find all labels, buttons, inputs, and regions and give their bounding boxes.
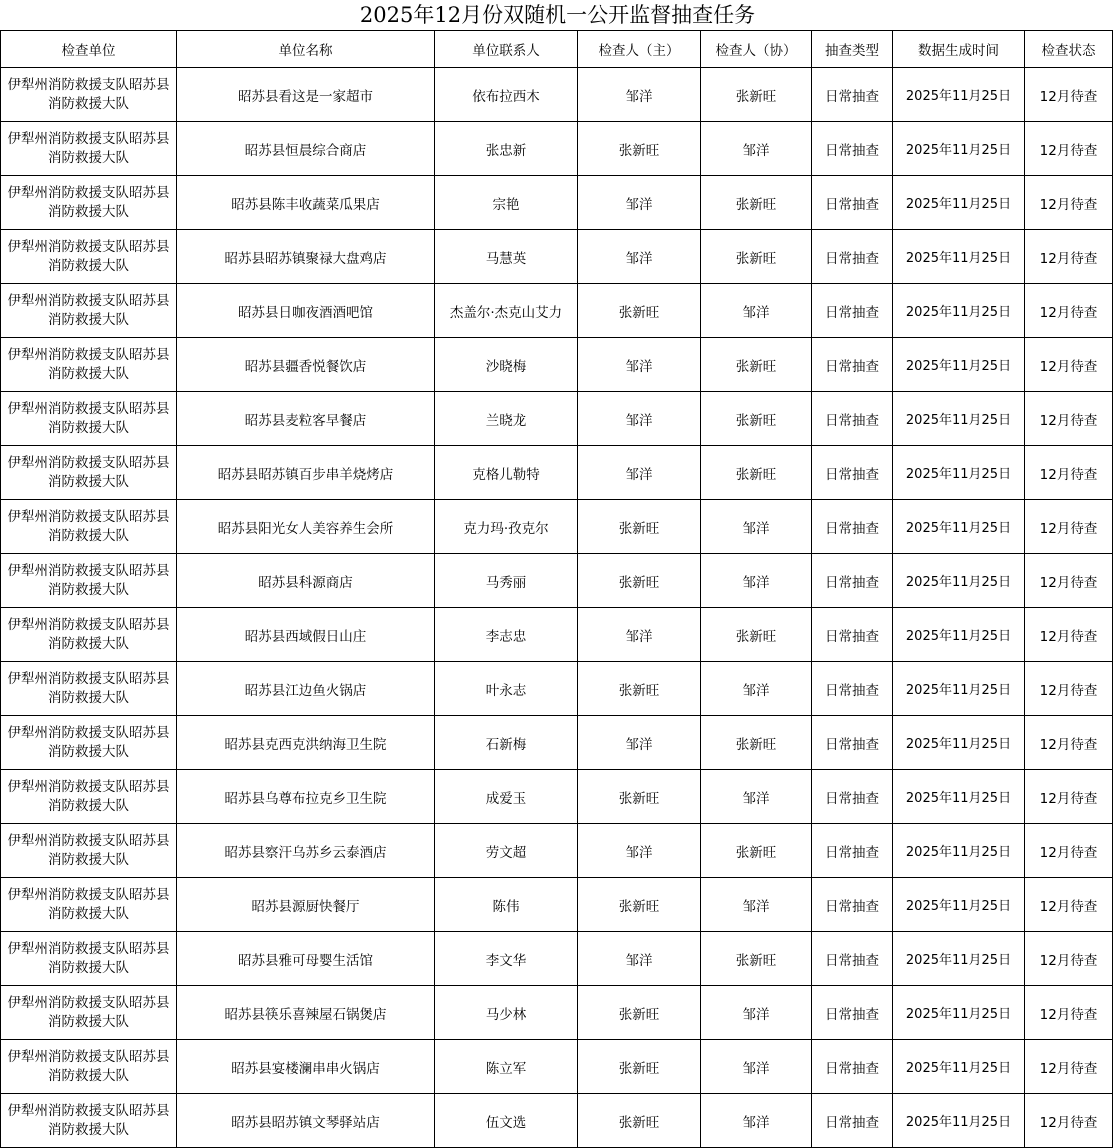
cell-inspection-unit: 伊犁州消防救援支队昭苏县消防救援大队 bbox=[1, 68, 177, 122]
cell-assistant-inspector: 张新旺 bbox=[701, 716, 812, 770]
cell-status: 12月待查 bbox=[1025, 770, 1113, 824]
cell-contact: 伍文选 bbox=[435, 1094, 578, 1148]
cell-inspection-type: 日常抽查 bbox=[812, 122, 893, 176]
column-header-data-date: 数据生成时间 bbox=[893, 31, 1025, 68]
table-row bbox=[1, 122, 1113, 176]
cell-assistant-inspector: 邹洋 bbox=[701, 554, 812, 608]
cell-status: 12月待查 bbox=[1025, 122, 1113, 176]
cell-data-date: 2025年11月25日 bbox=[893, 122, 1025, 176]
column-header-contact: 单位联系人 bbox=[435, 31, 578, 68]
cell-unit-name: 昭苏县乌尊布拉克乡卫生院 bbox=[177, 770, 435, 824]
inspection-task-table bbox=[0, 30, 1113, 1148]
cell-contact: 劳文超 bbox=[435, 824, 578, 878]
table-row bbox=[1, 338, 1113, 392]
cell-contact: 马少林 bbox=[435, 986, 578, 1040]
cell-inspection-type: 日常抽查 bbox=[812, 230, 893, 284]
cell-data-date: 2025年11月25日 bbox=[893, 446, 1025, 500]
cell-inspection-unit: 伊犁州消防救援支队昭苏县消防救援大队 bbox=[1, 770, 177, 824]
cell-data-date: 2025年11月25日 bbox=[893, 284, 1025, 338]
cell-inspection-unit: 伊犁州消防救援支队昭苏县消防救援大队 bbox=[1, 662, 177, 716]
cell-contact: 石新梅 bbox=[435, 716, 578, 770]
cell-status: 12月待查 bbox=[1025, 1040, 1113, 1094]
cell-contact: 兰晓龙 bbox=[435, 392, 578, 446]
table-row bbox=[1, 662, 1113, 716]
cell-data-date: 2025年11月25日 bbox=[893, 878, 1025, 932]
cell-main-inspector: 邹洋 bbox=[578, 608, 701, 662]
cell-data-date: 2025年11月25日 bbox=[893, 554, 1025, 608]
cell-inspection-unit: 伊犁州消防救援支队昭苏县消防救援大队 bbox=[1, 446, 177, 500]
table-row bbox=[1, 770, 1113, 824]
cell-main-inspector: 张新旺 bbox=[578, 500, 701, 554]
cell-unit-name: 昭苏县阳光女人美容养生会所 bbox=[177, 500, 435, 554]
table-row bbox=[1, 284, 1113, 338]
cell-status: 12月待查 bbox=[1025, 932, 1113, 986]
cell-main-inspector: 张新旺 bbox=[578, 662, 701, 716]
table-row bbox=[1, 392, 1113, 446]
cell-contact: 沙晓梅 bbox=[435, 338, 578, 392]
cell-assistant-inspector: 邹洋 bbox=[701, 284, 812, 338]
cell-inspection-type: 日常抽查 bbox=[812, 824, 893, 878]
cell-inspection-unit: 伊犁州消防救援支队昭苏县消防救援大队 bbox=[1, 608, 177, 662]
column-header-assistant-inspector: 检查人（协） bbox=[701, 31, 812, 68]
cell-status: 12月待查 bbox=[1025, 500, 1113, 554]
cell-contact: 叶永志 bbox=[435, 662, 578, 716]
cell-contact: 陈立军 bbox=[435, 1040, 578, 1094]
table-row bbox=[1, 500, 1113, 554]
cell-data-date: 2025年11月25日 bbox=[893, 230, 1025, 284]
cell-data-date: 2025年11月25日 bbox=[893, 500, 1025, 554]
cell-main-inspector: 张新旺 bbox=[578, 554, 701, 608]
cell-main-inspector: 邹洋 bbox=[578, 932, 701, 986]
cell-data-date: 2025年11月25日 bbox=[893, 1040, 1025, 1094]
cell-data-date: 2025年11月25日 bbox=[893, 824, 1025, 878]
cell-unit-name: 昭苏县宴楼澜串串火锅店 bbox=[177, 1040, 435, 1094]
cell-main-inspector: 张新旺 bbox=[578, 986, 701, 1040]
cell-contact: 克力玛·孜克尔 bbox=[435, 500, 578, 554]
cell-unit-name: 昭苏县昭苏镇文琴驿站店 bbox=[177, 1094, 435, 1148]
column-header-inspection-unit: 检查单位 bbox=[1, 31, 177, 68]
cell-inspection-unit: 伊犁州消防救援支队昭苏县消防救援大队 bbox=[1, 284, 177, 338]
cell-inspection-unit: 伊犁州消防救援支队昭苏县消防救援大队 bbox=[1, 878, 177, 932]
cell-status: 12月待查 bbox=[1025, 986, 1113, 1040]
cell-unit-name: 昭苏县江边鱼火锅店 bbox=[177, 662, 435, 716]
cell-data-date: 2025年11月25日 bbox=[893, 932, 1025, 986]
cell-main-inspector: 张新旺 bbox=[578, 122, 701, 176]
cell-inspection-type: 日常抽查 bbox=[812, 716, 893, 770]
cell-status: 12月待查 bbox=[1025, 284, 1113, 338]
cell-main-inspector: 张新旺 bbox=[578, 878, 701, 932]
cell-data-date: 2025年11月25日 bbox=[893, 392, 1025, 446]
cell-assistant-inspector: 张新旺 bbox=[701, 392, 812, 446]
cell-assistant-inspector: 邹洋 bbox=[701, 878, 812, 932]
cell-contact: 张忠新 bbox=[435, 122, 578, 176]
cell-inspection-type: 日常抽查 bbox=[812, 770, 893, 824]
table-row bbox=[1, 824, 1113, 878]
cell-inspection-type: 日常抽查 bbox=[812, 392, 893, 446]
cell-unit-name: 昭苏县雅可母婴生活馆 bbox=[177, 932, 435, 986]
table-row bbox=[1, 230, 1113, 284]
table-row bbox=[1, 608, 1113, 662]
cell-assistant-inspector: 张新旺 bbox=[701, 824, 812, 878]
cell-main-inspector: 邹洋 bbox=[578, 392, 701, 446]
table-body bbox=[1, 68, 1113, 1148]
cell-assistant-inspector: 张新旺 bbox=[701, 68, 812, 122]
cell-inspection-unit: 伊犁州消防救援支队昭苏县消防救援大队 bbox=[1, 338, 177, 392]
table-row bbox=[1, 716, 1113, 770]
cell-contact: 马秀丽 bbox=[435, 554, 578, 608]
cell-inspection-type: 日常抽查 bbox=[812, 554, 893, 608]
cell-inspection-type: 日常抽查 bbox=[812, 1094, 893, 1148]
cell-data-date: 2025年11月25日 bbox=[893, 608, 1025, 662]
cell-assistant-inspector: 邹洋 bbox=[701, 122, 812, 176]
cell-main-inspector: 张新旺 bbox=[578, 284, 701, 338]
cell-main-inspector: 邹洋 bbox=[578, 824, 701, 878]
cell-data-date: 2025年11月25日 bbox=[893, 662, 1025, 716]
cell-inspection-type: 日常抽查 bbox=[812, 986, 893, 1040]
cell-data-date: 2025年11月25日 bbox=[893, 986, 1025, 1040]
cell-contact: 李志忠 bbox=[435, 608, 578, 662]
cell-inspection-type: 日常抽查 bbox=[812, 176, 893, 230]
cell-status: 12月待查 bbox=[1025, 338, 1113, 392]
cell-status: 12月待查 bbox=[1025, 446, 1113, 500]
table-row bbox=[1, 1040, 1113, 1094]
cell-assistant-inspector: 邹洋 bbox=[701, 500, 812, 554]
cell-data-date: 2025年11月25日 bbox=[893, 176, 1025, 230]
cell-inspection-type: 日常抽查 bbox=[812, 662, 893, 716]
cell-inspection-type: 日常抽查 bbox=[812, 878, 893, 932]
cell-status: 12月待查 bbox=[1025, 392, 1113, 446]
table-row bbox=[1, 68, 1113, 122]
cell-assistant-inspector: 邹洋 bbox=[701, 770, 812, 824]
table-row bbox=[1, 554, 1113, 608]
column-header-inspection-type: 抽查类型 bbox=[812, 31, 893, 68]
cell-status: 12月待查 bbox=[1025, 662, 1113, 716]
cell-data-date: 2025年11月25日 bbox=[893, 770, 1025, 824]
table-header-row bbox=[1, 31, 1113, 68]
cell-contact: 李文华 bbox=[435, 932, 578, 986]
cell-inspection-type: 日常抽查 bbox=[812, 284, 893, 338]
cell-contact: 马慧英 bbox=[435, 230, 578, 284]
cell-status: 12月待查 bbox=[1025, 1094, 1113, 1148]
cell-main-inspector: 邹洋 bbox=[578, 230, 701, 284]
cell-unit-name: 昭苏县西域假日山庄 bbox=[177, 608, 435, 662]
cell-assistant-inspector: 邹洋 bbox=[701, 986, 812, 1040]
table-row bbox=[1, 446, 1113, 500]
cell-inspection-unit: 伊犁州消防救援支队昭苏县消防救援大队 bbox=[1, 986, 177, 1040]
cell-inspection-unit: 伊犁州消防救援支队昭苏县消防救援大队 bbox=[1, 1094, 177, 1148]
cell-status: 12月待查 bbox=[1025, 68, 1113, 122]
cell-unit-name: 昭苏县看这是一家超市 bbox=[177, 68, 435, 122]
cell-inspection-unit: 伊犁州消防救援支队昭苏县消防救援大队 bbox=[1, 176, 177, 230]
column-header-status: 检查状态 bbox=[1025, 31, 1113, 68]
table-row bbox=[1, 1094, 1113, 1148]
cell-assistant-inspector: 张新旺 bbox=[701, 608, 812, 662]
cell-main-inspector: 张新旺 bbox=[578, 1040, 701, 1094]
cell-contact: 杰盖尔·杰克山艾力 bbox=[435, 284, 578, 338]
cell-assistant-inspector: 张新旺 bbox=[701, 176, 812, 230]
cell-status: 12月待查 bbox=[1025, 608, 1113, 662]
cell-unit-name: 昭苏县筷乐喜辣屋石锅煲店 bbox=[177, 986, 435, 1040]
cell-assistant-inspector: 张新旺 bbox=[701, 446, 812, 500]
table-row bbox=[1, 176, 1113, 230]
cell-unit-name: 昭苏县昭苏镇聚禄大盘鸡店 bbox=[177, 230, 435, 284]
cell-contact: 成爱玉 bbox=[435, 770, 578, 824]
cell-assistant-inspector: 邹洋 bbox=[701, 1094, 812, 1148]
cell-unit-name: 昭苏县科源商店 bbox=[177, 554, 435, 608]
cell-unit-name: 昭苏县疆香悦餐饮店 bbox=[177, 338, 435, 392]
cell-contact: 克格儿勒特 bbox=[435, 446, 578, 500]
cell-status: 12月待查 bbox=[1025, 824, 1113, 878]
cell-inspection-unit: 伊犁州消防救援支队昭苏县消防救援大队 bbox=[1, 230, 177, 284]
table-row bbox=[1, 932, 1113, 986]
column-header-main-inspector: 检查人（主） bbox=[578, 31, 701, 68]
cell-data-date: 2025年11月25日 bbox=[893, 716, 1025, 770]
cell-status: 12月待查 bbox=[1025, 716, 1113, 770]
cell-inspection-type: 日常抽查 bbox=[812, 68, 893, 122]
cell-data-date: 2025年11月25日 bbox=[893, 68, 1025, 122]
cell-assistant-inspector: 邹洋 bbox=[701, 1040, 812, 1094]
cell-inspection-unit: 伊犁州消防救援支队昭苏县消防救援大队 bbox=[1, 1040, 177, 1094]
column-header-unit-name: 单位名称 bbox=[177, 31, 435, 68]
cell-contact: 依布拉西木 bbox=[435, 68, 578, 122]
cell-main-inspector: 邹洋 bbox=[578, 176, 701, 230]
cell-unit-name: 昭苏县察汗乌苏乡云泰酒店 bbox=[177, 824, 435, 878]
cell-contact: 宗艳 bbox=[435, 176, 578, 230]
cell-main-inspector: 张新旺 bbox=[578, 770, 701, 824]
cell-inspection-unit: 伊犁州消防救援支队昭苏县消防救援大队 bbox=[1, 554, 177, 608]
cell-status: 12月待查 bbox=[1025, 176, 1113, 230]
cell-inspection-unit: 伊犁州消防救援支队昭苏县消防救援大队 bbox=[1, 122, 177, 176]
cell-status: 12月待查 bbox=[1025, 878, 1113, 932]
cell-main-inspector: 邹洋 bbox=[578, 338, 701, 392]
sheet-title: 2025年12月份双随机一公开监督抽查任务 bbox=[359, 3, 756, 27]
cell-inspection-type: 日常抽查 bbox=[812, 932, 893, 986]
cell-contact: 陈伟 bbox=[435, 878, 578, 932]
cell-unit-name: 昭苏县麦粒客早餐店 bbox=[177, 392, 435, 446]
cell-unit-name: 昭苏县源厨快餐厅 bbox=[177, 878, 435, 932]
cell-inspection-type: 日常抽查 bbox=[812, 500, 893, 554]
cell-data-date: 2025年11月25日 bbox=[893, 1094, 1025, 1148]
cell-inspection-type: 日常抽查 bbox=[812, 338, 893, 392]
table-row bbox=[1, 986, 1113, 1040]
cell-unit-name: 昭苏县昭苏镇百步串羊烧烤店 bbox=[177, 446, 435, 500]
cell-assistant-inspector: 张新旺 bbox=[701, 230, 812, 284]
cell-status: 12月待查 bbox=[1025, 554, 1113, 608]
cell-data-date: 2025年11月25日 bbox=[893, 338, 1025, 392]
cell-main-inspector: 张新旺 bbox=[578, 1094, 701, 1148]
cell-unit-name: 昭苏县克西克洪纳海卫生院 bbox=[177, 716, 435, 770]
cell-unit-name: 昭苏县恒晨综合商店 bbox=[177, 122, 435, 176]
cell-unit-name: 昭苏县陈丰收蔬菜瓜果店 bbox=[177, 176, 435, 230]
cell-inspection-unit: 伊犁州消防救援支队昭苏县消防救援大队 bbox=[1, 932, 177, 986]
cell-assistant-inspector: 邹洋 bbox=[701, 662, 812, 716]
cell-inspection-type: 日常抽查 bbox=[812, 1040, 893, 1094]
cell-main-inspector: 邹洋 bbox=[578, 446, 701, 500]
table-row bbox=[1, 878, 1113, 932]
cell-inspection-unit: 伊犁州消防救援支队昭苏县消防救援大队 bbox=[1, 716, 177, 770]
cell-inspection-type: 日常抽查 bbox=[812, 608, 893, 662]
cell-inspection-unit: 伊犁州消防救援支队昭苏县消防救援大队 bbox=[1, 392, 177, 446]
cell-inspection-unit: 伊犁州消防救援支队昭苏县消防救援大队 bbox=[1, 824, 177, 878]
cell-main-inspector: 邹洋 bbox=[578, 716, 701, 770]
cell-assistant-inspector: 张新旺 bbox=[701, 338, 812, 392]
cell-inspection-unit: 伊犁州消防救援支队昭苏县消防救援大队 bbox=[1, 500, 177, 554]
cell-assistant-inspector: 张新旺 bbox=[701, 932, 812, 986]
cell-unit-name: 昭苏县日咖夜酒酒吧馆 bbox=[177, 284, 435, 338]
cell-inspection-type: 日常抽查 bbox=[812, 446, 893, 500]
cell-status: 12月待查 bbox=[1025, 230, 1113, 284]
cell-main-inspector: 邹洋 bbox=[578, 68, 701, 122]
